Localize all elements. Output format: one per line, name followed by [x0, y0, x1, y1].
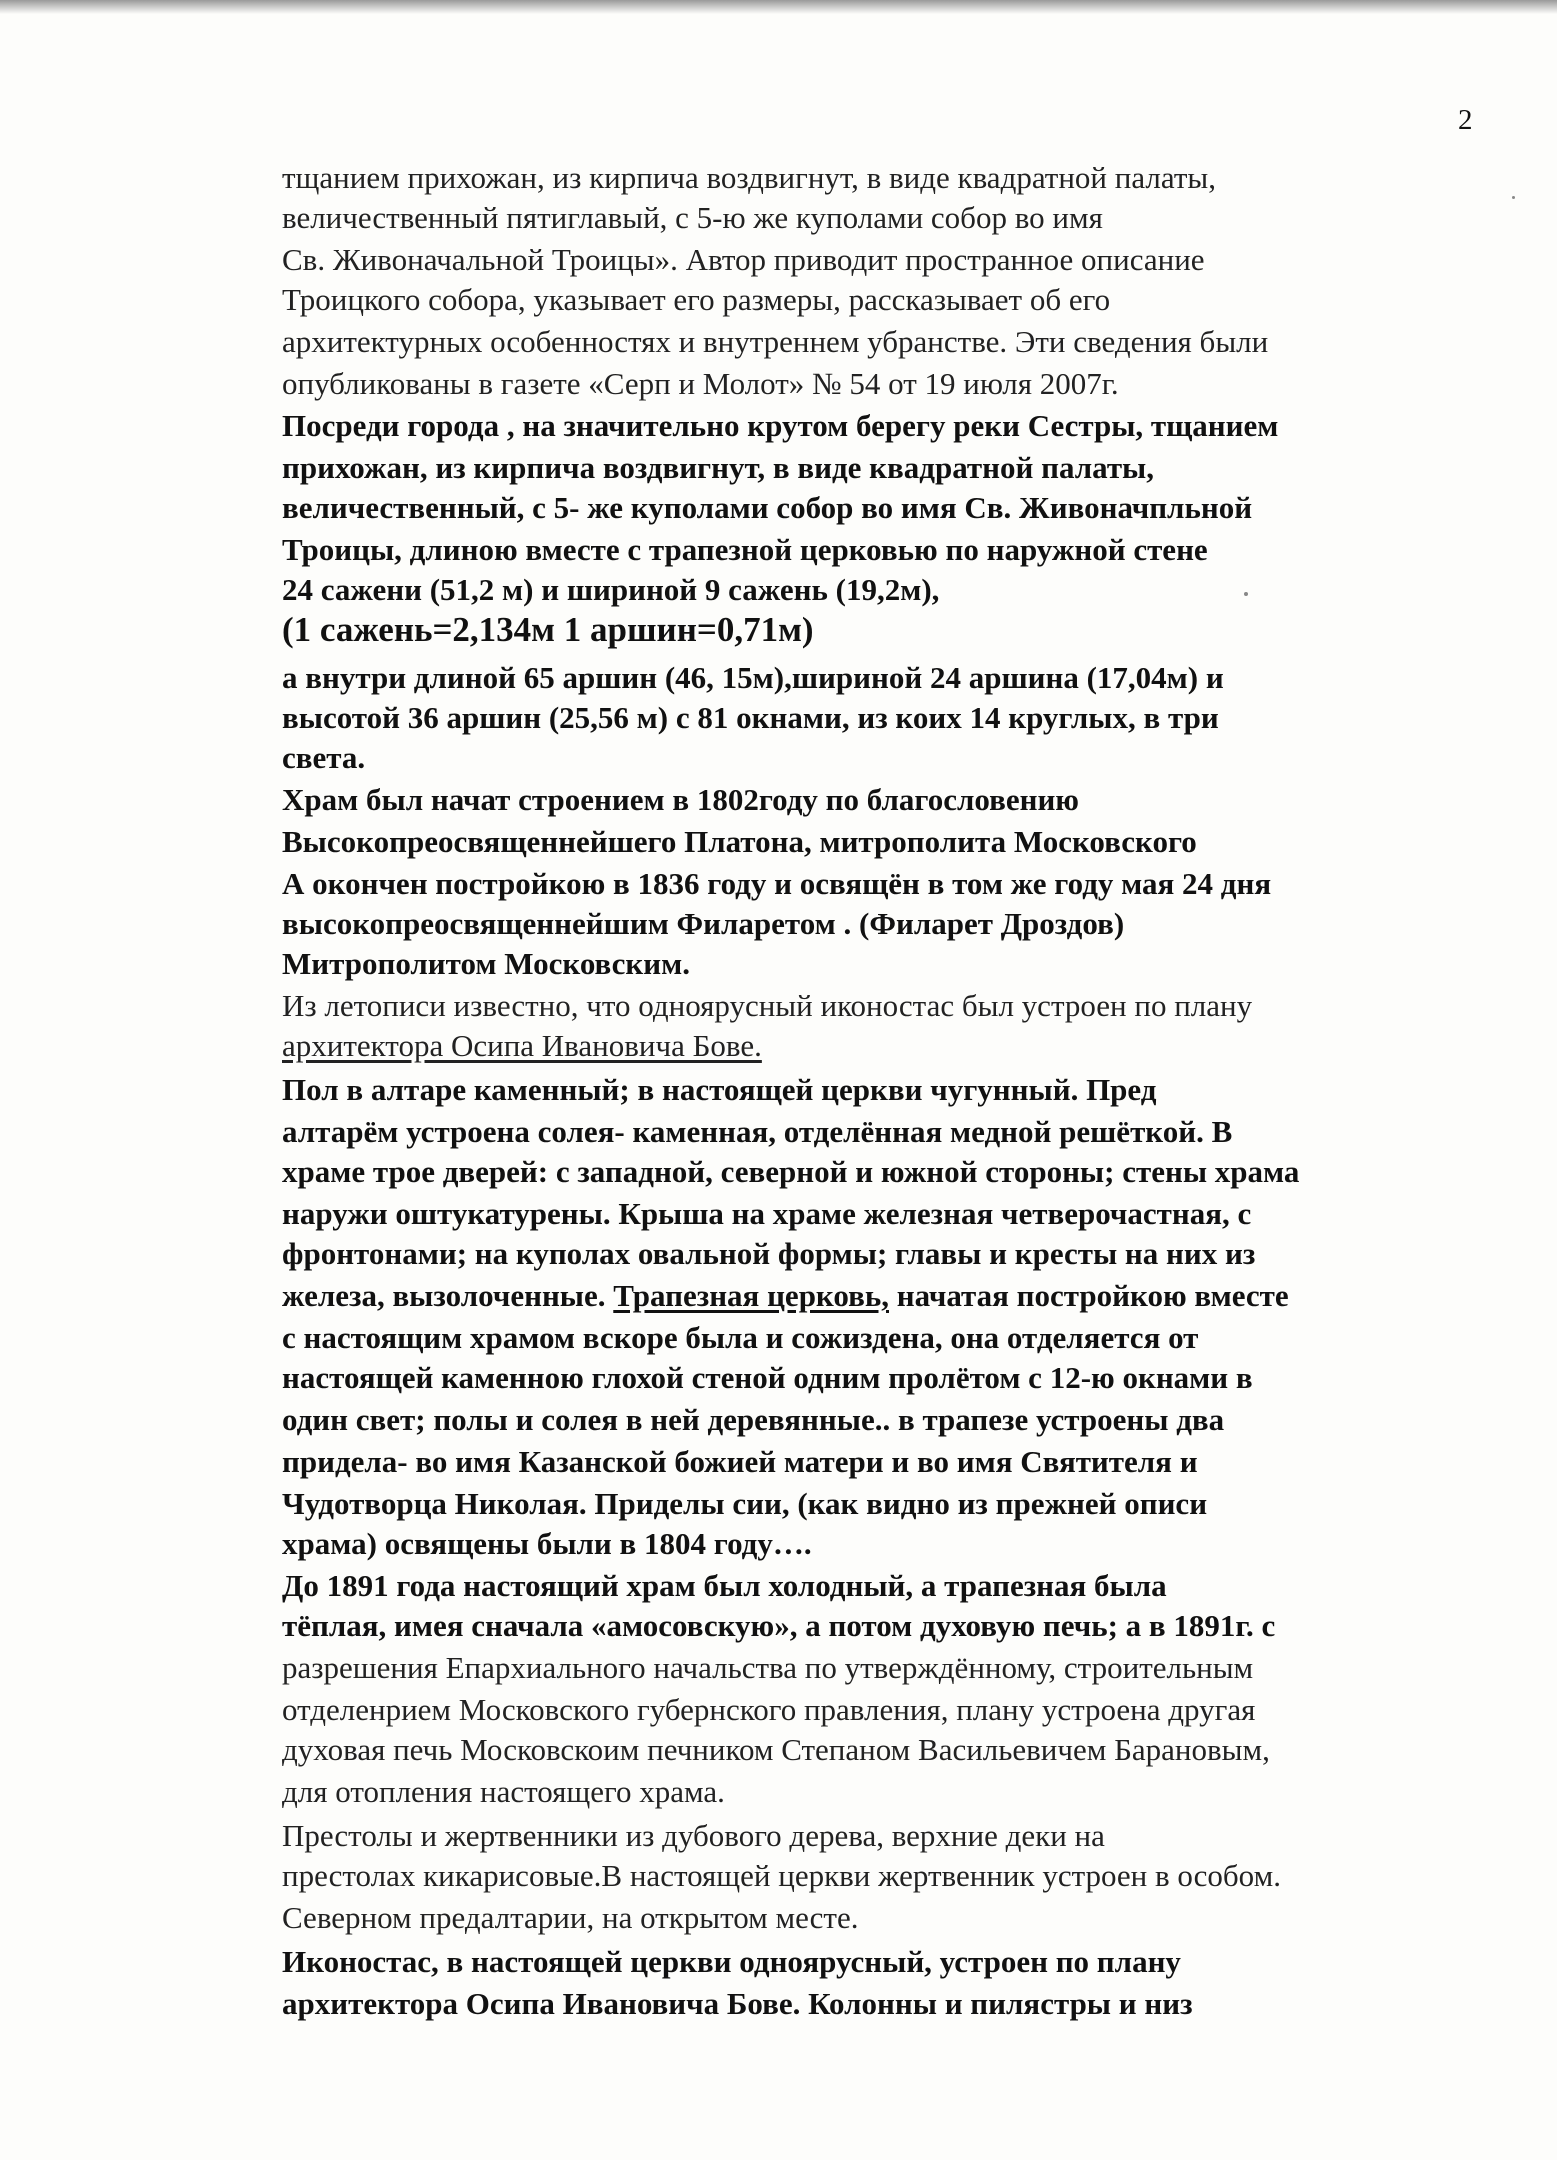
- text-line: духовая печь Московскоим печником Степаном Васильевичем Барановым,: [282, 1732, 1270, 1767]
- text-line: Иконостас, в настоящей церкви одноярусный, устроен по плану: [282, 1944, 1181, 1979]
- text-line-underlined: архитектора Осипа Ивановича Бове.: [282, 1028, 762, 1063]
- text-line: для отопления настоящего храма.: [282, 1774, 725, 1809]
- text-line: света.: [282, 740, 366, 775]
- text-line: Св. Живоначальной Троицы». Автор приводит пространное описание: [282, 242, 1205, 277]
- text-line: архитектора Осипа Ивановича Бове. Колонны и пилястры и низ: [282, 1986, 1193, 2021]
- text-line: Троицкого собора, указывает его размеры, рассказывает об его: [282, 282, 1111, 317]
- text-line: Чудотворца Николая. Приделы сии, (как видно из прежней описи: [282, 1486, 1208, 1521]
- text-line: фронтонами; на куполах овальной формы; главы и кресты на них из: [282, 1236, 1256, 1271]
- underlined-phrase: Трапезная церковь,: [613, 1278, 889, 1313]
- text-line: Посреди города , на значительно крутом берегу реки Сестры, тщанием: [282, 408, 1279, 443]
- text-line: тёплая, имея сначала «амосовскую», а потом духовую печь; а в 1891г. с: [282, 1608, 1276, 1643]
- text-line: разрешения Епархиального начальства по утверждённому, строительным: [282, 1650, 1254, 1685]
- text-line: один свет; полы и солея в ней деревянные.. в трапезе устроены два: [282, 1402, 1225, 1437]
- text-line: прихожан, из кирпича воздвигнут, в виде квадратной палаты,: [282, 450, 1154, 485]
- text-line: отделенрием Московского губернского правления, плану устроена другая: [282, 1692, 1256, 1727]
- text-line: величественный пятиглавый, с 5-ю же куполами собор во имя: [282, 200, 1103, 235]
- page-number: 2: [1458, 104, 1473, 136]
- text-line: Северном предалтарии, на открытом месте.: [282, 1900, 859, 1935]
- text-line: высотой 36 аршин (25,56 м) с 81 окнами, из коих 14 круглых, в три: [282, 700, 1219, 735]
- text-line: Высокопреосвященнейшего Платона, митрополита Московского: [282, 824, 1197, 859]
- text-line: храма) освящены были в 1804 году….: [282, 1526, 812, 1561]
- text-line: Митрополитом Московским.: [282, 946, 691, 981]
- text-line: А окончен постройкою в 1836 году и освящён в том же году мая 24 дня: [282, 866, 1272, 901]
- scan-shadow: [0, 0, 1557, 14]
- text-line: Троицы, длиною вместе с трапезной церковью по наружной стене: [282, 532, 1208, 567]
- scan-speck: [1244, 592, 1248, 596]
- text-line: опубликованы в газете «Серп и Молот» № 54 от 19 июля 2007г.: [282, 366, 1119, 401]
- text-line: наружи оштукатурены. Крыша на храме железная четверочастная, с: [282, 1196, 1252, 1231]
- text-line: престолах кикарисовые.В настоящей церкви жертвенник устроен в особом.: [282, 1858, 1281, 1893]
- text-line: Храм был начат строением в 1802году по благословению: [282, 782, 1079, 817]
- text-segment: начатая постройкою вместе: [889, 1278, 1289, 1313]
- text-line: До 1891 года настоящий храм был холодный, а трапезная была: [282, 1568, 1167, 1603]
- text-line: [282, 1278, 1289, 1314]
- text-line: 24 сажени (51,2 м) и шириной 9 сажень (19,2м),: [282, 572, 940, 607]
- text-line: Из летописи известно, что одноярусный иконостас был устроен по плану: [282, 988, 1253, 1023]
- text-line: а внутри длиной 65 аршин (46, 15м),шириной 24 аршина (17,04м) и: [282, 660, 1224, 695]
- text-line: храме трое дверей: с западной, северной и южной стороны; стены храма: [282, 1154, 1300, 1189]
- text-line: настоящей каменною глохой стеной одним пролётом с 12-ю окнами в: [282, 1360, 1253, 1395]
- text-line-conversion: (1 сажень=2,134м 1 аршин=0,71м): [282, 610, 814, 649]
- text-line: Пол в алтаре каменный; в настоящей церкви чугунный. Пред: [282, 1072, 1157, 1107]
- text-line: архитектурных особенностях и внутреннем убранстве. Эти сведения были: [282, 324, 1269, 359]
- text-line: придела- во имя Казанской божией матери и во имя Святителя и: [282, 1444, 1198, 1479]
- text-line: величественный, с 5- же куполами собор во имя Св. Живоначпльной: [282, 490, 1253, 525]
- text-line: тщанием прихожан, из кирпича воздвигнут, в виде квадратной палаты,: [282, 160, 1216, 195]
- text-line: алтарём устроена солея- каменная, отделённая медной решёткой. В: [282, 1114, 1233, 1149]
- text-segment: железа, вызолоченные.: [282, 1278, 614, 1313]
- text-line: Престолы и жертвенники из дубового дерева, верхние деки на: [282, 1818, 1105, 1853]
- scan-speck: [1512, 196, 1515, 199]
- text-line: с настоящим храмом вскоре была и сожиздена, она отделяется от: [282, 1320, 1199, 1355]
- text-line: высокопреосвященнейшим Филаретом . (Филарет Дроздов): [282, 906, 1125, 941]
